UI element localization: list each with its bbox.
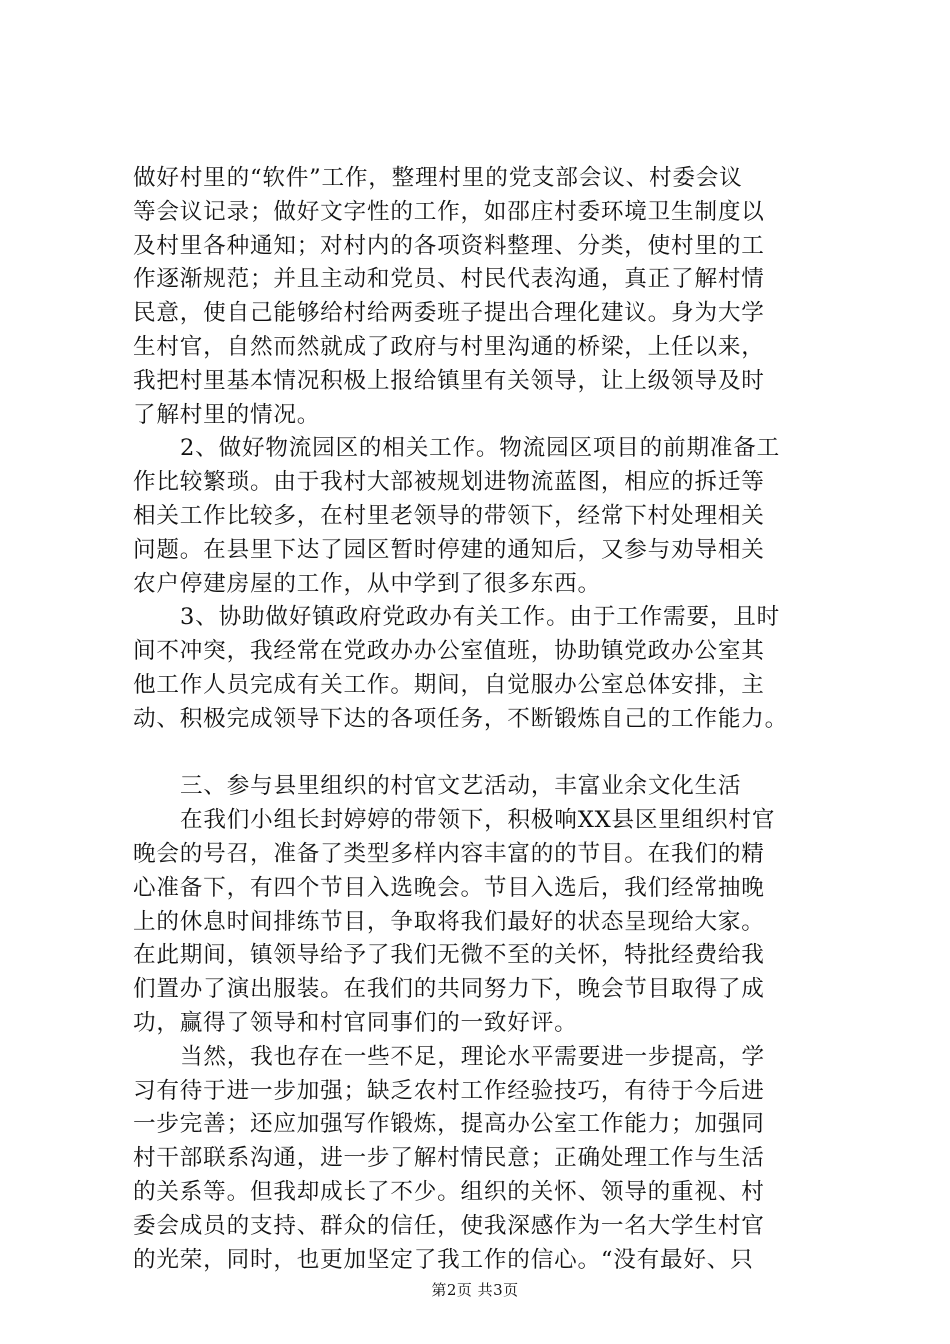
text-line: 间不冲突，我经常在党政办办公室值班，协助镇党政办公室其 [133, 638, 765, 665]
text-line: 作逐渐规范；并且主动和党员、村民代表沟通，真正了解村情 [133, 266, 765, 293]
text-line: 在我们小组长封婷婷的带领下，积极响XX县区里组织村官 [180, 807, 776, 834]
page-number: 第2页 共3页 [431, 1281, 519, 1299]
text-line: 我把村里基本情况积极上报给镇里有关领导，让上级领导及时 [133, 367, 765, 394]
text-line: 等会议记录；做好文字性的工作，如邵庄村委环境卫生制度以 [133, 198, 765, 225]
text-line: 2、做好物流园区的相关工作。物流园区项目的前期准备工 [180, 435, 781, 462]
text-line: 做好村里的“软件”工作，整理村里的党支部会议、村委会议 [133, 165, 743, 191]
page-footer [0, 1279, 950, 1300]
text-line: 的关系等。但我却成长了不少。组织的关怀、领导的重视、村 [133, 1178, 765, 1205]
text-line: 作比较繁琐。由于我村大部被规划进物流蓝图，相应的拆迁等 [133, 469, 765, 496]
text-line: 相关工作比较多，在村里老领导的带领下，经常下村处理相关 [133, 502, 765, 529]
section-heading: 三、参与县里组织的村官文艺活动，丰富业余文化生活 [180, 773, 742, 800]
paragraph-spacer [133, 737, 823, 771]
text-line: 功，赢得了领导和村官同事们的一致好评。 [133, 1009, 578, 1036]
paragraph-3 [133, 601, 823, 736]
text-line: 了解村里的情况。 [133, 401, 321, 428]
text-line: 的光荣，同时，也更加坚定了我工作的信心。“没有最好、只 [133, 1246, 754, 1273]
text-line: 习有待于进一步加强；缺乏农村工作经验技巧，有待于今后进 [133, 1077, 765, 1104]
text-line: 村干部联系沟通，进一步了解村情民意；正确处理工作与生活 [133, 1145, 765, 1172]
text-line: 上的休息时间排练节目，争取将我们最好的状态呈现给大家。 [133, 908, 765, 935]
text-line: 农户停建房屋的工作，从中学到了很多东西。 [133, 570, 601, 597]
text-line: 晚会的号召，准备了类型多样内容丰富的的节目。在我们的精 [133, 840, 765, 867]
paragraph-5 [133, 1041, 823, 1278]
text-line: 一步完善；还应加强写作锻炼，提高办公室工作能力；加强同 [133, 1111, 765, 1138]
text-line: 心准备下，有四个节目入选晚会。节目入选后，我们经常抽晚 [133, 874, 765, 901]
text-line: 动、积极完成领导下达的各项任务，不断锻炼自己的工作能力。 [133, 705, 789, 732]
paragraph-1 [133, 162, 823, 432]
text-line: 委会成员的支持、群众的信任，使我深感作为一名大学生村官 [133, 1212, 765, 1239]
text-line: 问题。在县里下达了园区暂时停建的通知后，又参与劝导相关 [133, 536, 765, 563]
text-line: 3、协助做好镇政府党政办有关工作。由于工作需要，且时 [180, 604, 781, 631]
text-line: 及村里各种通知；对村内的各项资料整理、分类，使村里的工 [133, 232, 765, 259]
text-line: 在此期间，镇领导给予了我们无微不至的关怀，特批经费给我 [133, 942, 765, 969]
text-line: 们置办了演出服装。在我们的共同努力下，晚会节目取得了成 [133, 976, 765, 1003]
text-line: 他工作人员完成有关工作。期间，自觉服办公室总体安排，主 [133, 671, 765, 698]
text-line: 生村官，自然而然就成了政府与村里沟通的桥梁，上任以来， [133, 333, 765, 360]
text-line: 当然，我也存在一些不足，理论水平需要进一步提高，学 [180, 1043, 765, 1070]
paragraph-4 [133, 804, 823, 1041]
document-body [133, 162, 823, 1277]
text-line: 民意，使自己能够给村给两委班子提出合理化建议。身为大学 [133, 300, 765, 327]
paragraph-2 [133, 432, 823, 601]
